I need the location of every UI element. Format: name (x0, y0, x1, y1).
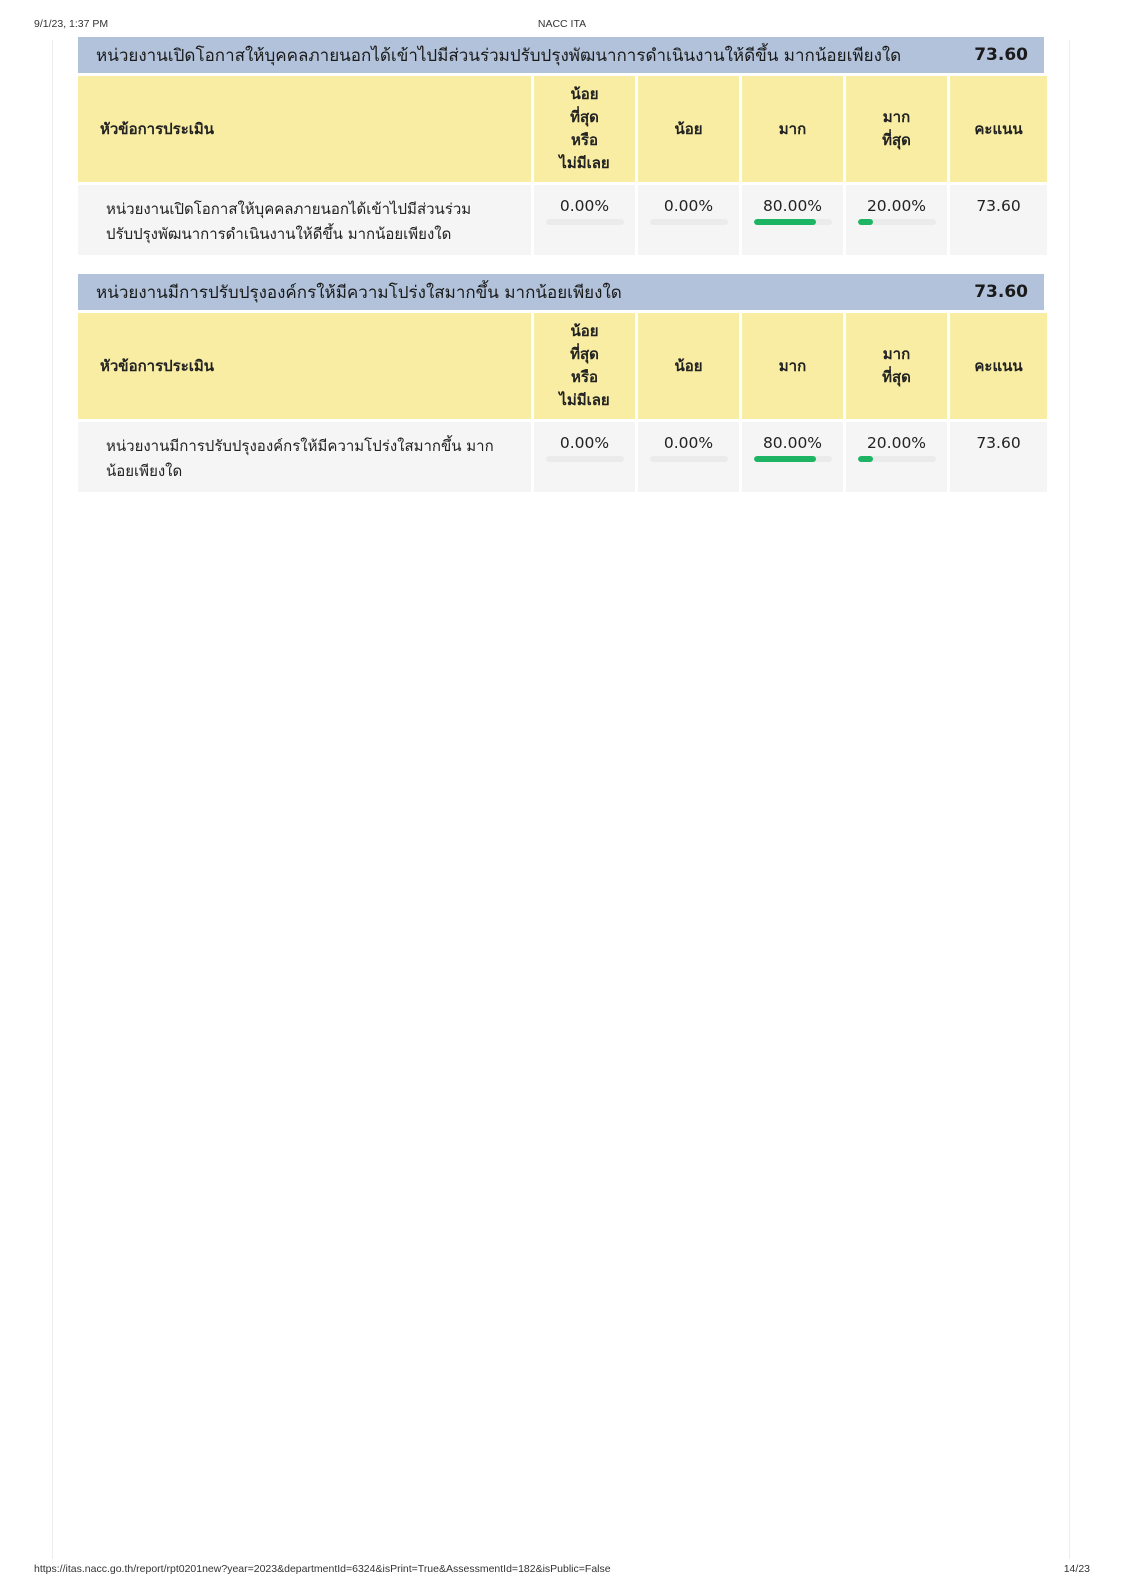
col-header-least-line: ที่สุด (570, 108, 599, 126)
progress-fill (754, 456, 816, 462)
col-header-most (846, 76, 947, 182)
assessment-section-1 (78, 37, 1044, 258)
progress-bar-less (650, 456, 728, 462)
table-row (78, 422, 1047, 492)
progress-bar-least (546, 219, 624, 225)
cell-least (534, 422, 635, 492)
progress-bar-more (754, 219, 832, 225)
cell-score: 73.60 (950, 422, 1047, 492)
col-header-score: คะแนน (950, 76, 1047, 182)
cell-less (638, 185, 739, 255)
progress-fill (858, 456, 874, 462)
print-title: NACC ITA (537, 18, 587, 30)
col-header-score: คะแนน (950, 313, 1047, 419)
col-header-least (534, 313, 635, 419)
progress-bar-least (546, 456, 624, 462)
cell-less (638, 422, 739, 492)
pct-less: 0.00% (663, 434, 714, 452)
assessment-section-2 (78, 274, 1044, 495)
col-header-most (846, 313, 947, 419)
col-header-more: มาก (742, 76, 843, 182)
section-title: หน่วยงานมีการปรับปรุงองค์กรให้มีความโปร่งใสมากขึ้น มากน้อยเพียงใด (96, 282, 622, 303)
print-url: https://itas.nacc.go.th/report/rpt0201new?year=2023&departmentId=6324&isPrint=True&AssessmentId=182&isPublic=False (34, 1563, 611, 1575)
row-topic: หน่วยงานมีการปรับปรุงองค์กรให้มีความโปร่งใสมากขึ้น มากน้อยเพียงใด (78, 422, 531, 492)
pct-most: 20.00% (866, 434, 927, 452)
section-title: หน่วยงานเปิดโอกาสให้บุคคลภายนอกได้เข้าไปมีส่วนร่วมปรับปรุงพัฒนาการดำเนินงานให้ดีขึ้น มากน้อยเพียงใด (96, 45, 902, 66)
section-score: 73.60 (974, 282, 1028, 302)
pct-least: 0.00% (559, 434, 610, 452)
print-footer (34, 1563, 1090, 1577)
col-header-least (534, 76, 635, 182)
col-header-least-line: หรือ (571, 368, 598, 386)
assessment-table (75, 310, 1050, 495)
pct-more: 80.00% (762, 434, 823, 452)
table-row (78, 185, 1047, 255)
col-header-topic: หัวข้อการประเมิน (78, 76, 531, 182)
col-header-most-line: ที่สุด (882, 368, 911, 386)
col-header-most-line: มาก (882, 108, 911, 126)
progress-bar-most (858, 219, 936, 225)
col-header-least-line: หรือ (571, 131, 598, 149)
progress-bar-more (754, 456, 832, 462)
col-header-topic: หัวข้อการประเมิน (78, 313, 531, 419)
section-header (78, 37, 1044, 73)
col-header-least-line: ที่สุด (570, 345, 599, 363)
col-header-least-line: น้อย (570, 322, 599, 340)
pct-least: 0.00% (559, 197, 610, 215)
row-topic: หน่วยงานเปิดโอกาสให้บุคคลภายนอกได้เข้าไปมีส่วนร่วมปรับปรุงพัฒนาการดำเนินงานให้ดีขึ้น มากน้อยเพียงใด (78, 185, 531, 255)
progress-fill (754, 219, 816, 225)
assessment-table (75, 73, 1050, 258)
col-header-least-line: ไม่มีเลย (559, 154, 610, 172)
cell-least (534, 185, 635, 255)
cell-most (846, 422, 947, 492)
col-header-less: น้อย (638, 313, 739, 419)
pct-most: 20.00% (866, 197, 927, 215)
print-date: 9/1/23, 1:37 PM (34, 18, 109, 30)
progress-bar-less (650, 219, 728, 225)
page-number: 14/23 (1063, 1563, 1090, 1575)
col-header-most-line: มาก (882, 345, 911, 363)
col-header-least-line: ไม่มีเลย (559, 391, 610, 409)
print-header (34, 18, 1090, 32)
section-score: 73.60 (974, 45, 1028, 65)
pct-more: 80.00% (762, 197, 823, 215)
cell-score: 73.60 (950, 185, 1047, 255)
page-frame (52, 40, 1070, 1559)
section-header (78, 274, 1044, 310)
col-header-more: มาก (742, 313, 843, 419)
progress-bar-most (858, 456, 936, 462)
col-header-most-line: ที่สุด (882, 131, 911, 149)
col-header-less: น้อย (638, 76, 739, 182)
cell-most (846, 185, 947, 255)
table-header-row (78, 313, 1047, 419)
progress-fill (858, 219, 874, 225)
pct-less: 0.00% (663, 197, 714, 215)
cell-more (742, 185, 843, 255)
table-header-row (78, 76, 1047, 182)
cell-more (742, 422, 843, 492)
col-header-least-line: น้อย (570, 85, 599, 103)
